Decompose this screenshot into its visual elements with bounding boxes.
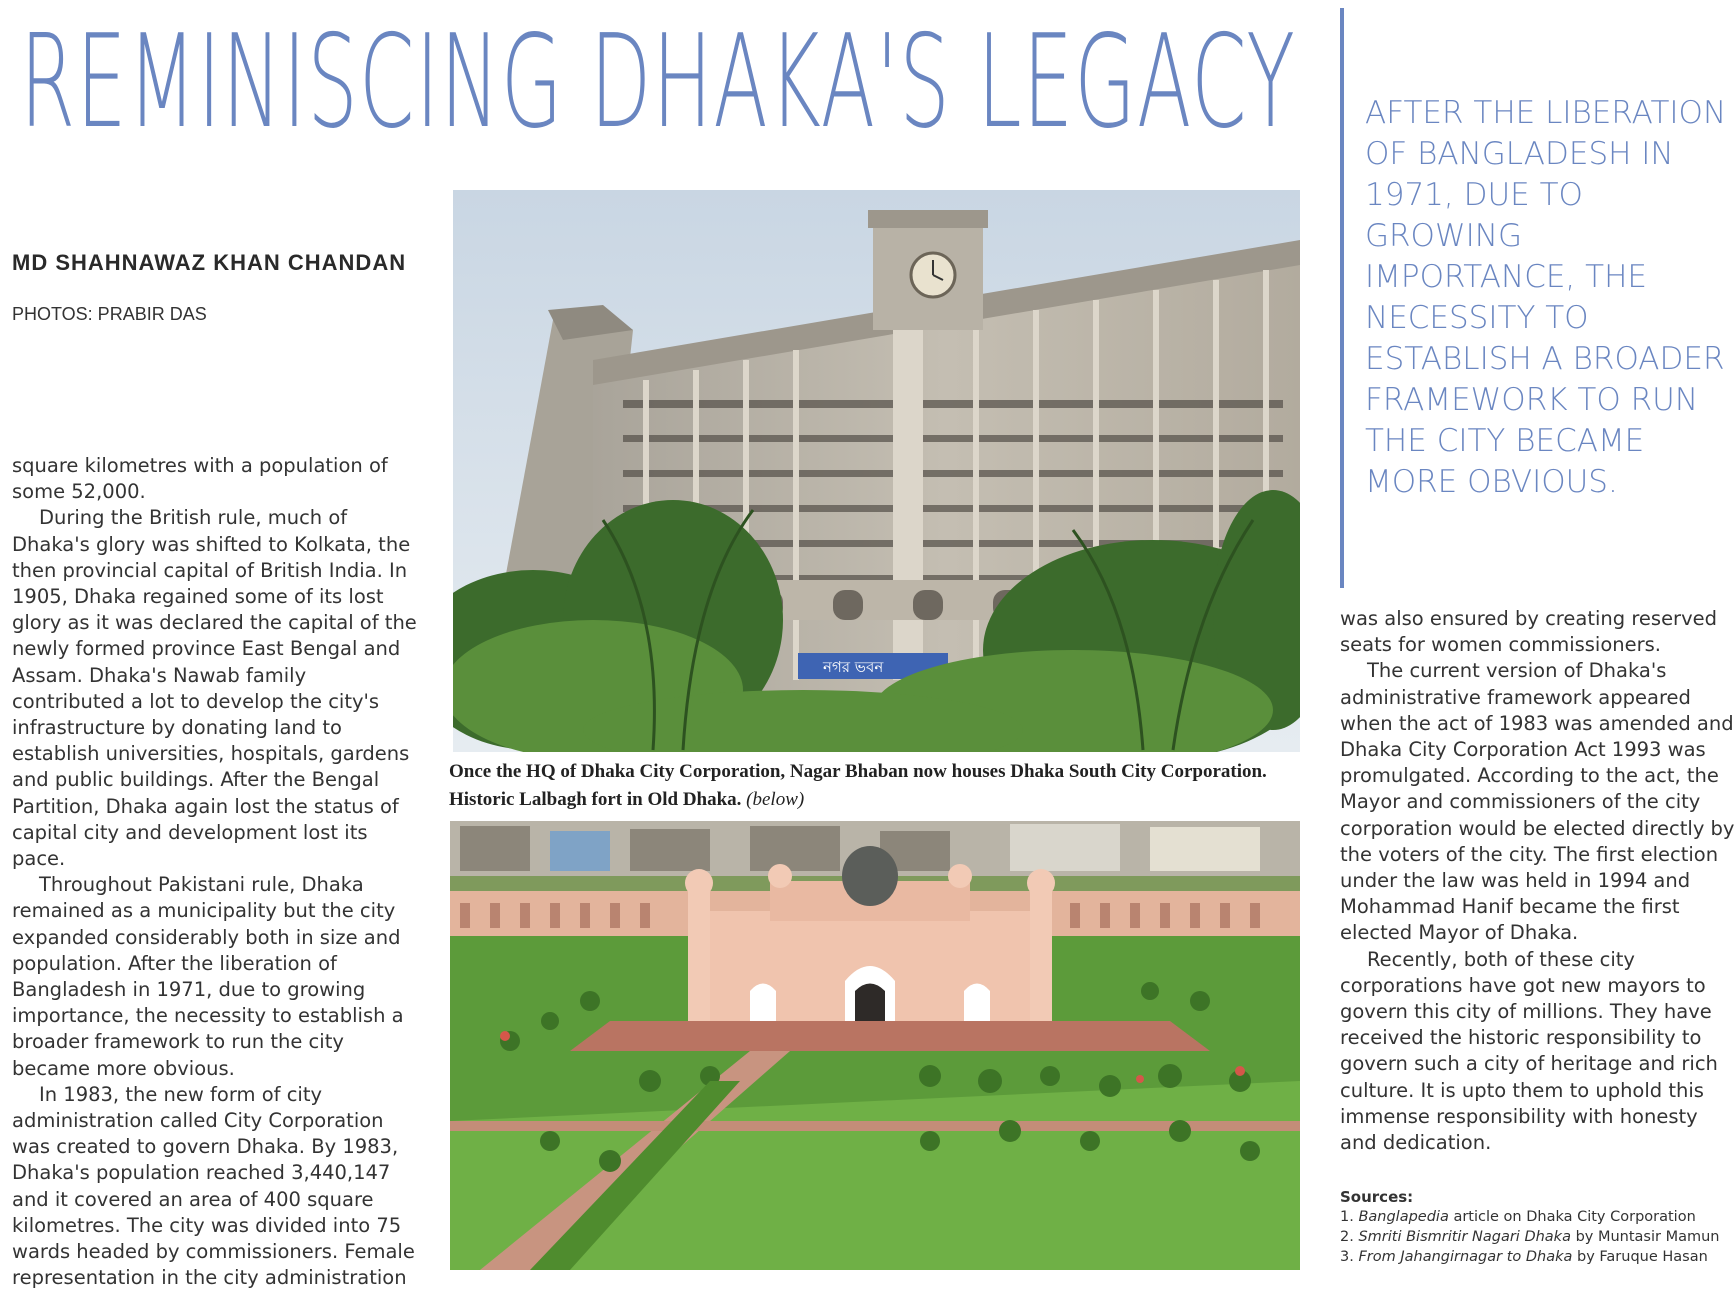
bottom-photo-caption [449, 789, 1329, 811]
left-paragraph: Throughout Pakistani rule, Dhaka remained as a municipality but the city expanded considerably both in size and population. After the liberation of Bangladesh in 1971, due to growing importance, the necessity to establish a broader framework to run the city became more obvious. [12, 873, 404, 1080]
source-rest: by Muntasir Mamun [1570, 1229, 1720, 1245]
left-column [12, 453, 422, 1292]
source-number: 1. [1340, 1209, 1354, 1225]
source-number: 2. [1340, 1229, 1354, 1245]
source-item [1340, 1247, 1734, 1267]
right-paragraph: The current version of Dhaka's administrative framework appeared when the act of 1983 was amended and Dhaka City Corporation Act 1993 was promulgated. According to the act, the Mayor and commissioners of the city corporation would be elected directly by the voters of the city. The first election under the law was held in 1994 and Mohammad Hanif became the first elected Mayor of Dhaka. [1340, 659, 1734, 945]
lalbagh-fort-illustration [450, 821, 1300, 1270]
source-number: 3. [1340, 1249, 1354, 1265]
bottom-caption-note: (below) [746, 789, 805, 810]
sources [1340, 1187, 1734, 1267]
nagar-bhaban-photo [453, 190, 1300, 752]
sources-heading: Sources: [1340, 1188, 1414, 1206]
right-paragraph: was also ensured by creating reserved seats for women commissioners. [1340, 607, 1717, 657]
bottom-caption-label: Historic Lalbagh fort in Old Dhaka. [449, 789, 742, 810]
top-photo-caption: Once the HQ of Dhaka City Corporation, Nagar Bhaban now houses Dhaka South City Corporation. [449, 761, 1267, 782]
pull-quote-rule [1340, 8, 1344, 588]
pull-quote: AFTER THE LIBERATION OF BANGLADESH IN 1971, DUE TO GROWING IMPORTANCE, THE NECESSITY TO ESTABLISH A BROADER FRAMEWORK TO RUN THE CITY BECAME MORE OBVIOUS. [1365, 95, 1727, 500]
source-title: Smriti Bismritir Nagari Dhaka [1358, 1229, 1571, 1245]
left-paragraph: In 1983, the new form of city administration called City Corporation was created to govern Dhaka. By 1983, Dhaka's population reached 3,440,147 and it covered an area of 400 square kilometres. The city was divided into 75 wards headed by commissioners. Female representation in the city administration [12, 1082, 415, 1290]
source-item [1340, 1227, 1734, 1247]
building-sign: নগর ভবন [823, 658, 884, 676]
right-column [1340, 606, 1734, 1156]
right-paragraph: Recently, both of these city corporations have got new mayors to govern this city of millions. They have received the historic responsibility to govern such a city of heritage and rich culture. It is upto them to uphold this immense responsibility with honesty and dedication. [1340, 947, 1718, 1155]
photo-credit: PHOTOS: PRABIR DAS [12, 304, 207, 324]
headline: REMINISCING DHAKA'S LEGACY [20, 8, 1297, 157]
source-rest: by Faruque Hasan [1572, 1249, 1708, 1265]
source-title: Banglapedia [1358, 1209, 1449, 1225]
left-paragraph: square kilometres with a population of some 52,000. [12, 454, 388, 504]
byline: MD SHAHNAWAZ KHAN CHANDAN [12, 250, 407, 275]
nagar-bhaban-illustration [453, 190, 1300, 752]
source-title: From Jahangirnagar to Dhaka [1358, 1249, 1573, 1265]
source-item [1340, 1207, 1734, 1227]
source-rest: article on Dhaka City Corporation [1448, 1209, 1696, 1225]
left-paragraph: During the British rule, much of Dhaka's glory was shifted to Kolkata, the then provincial capital of British India. In 1905, Dhaka regained some of its lost glory as it was declared the capital of the newly formed province East Bengal and Assam. Dhaka's Nawab family contributed a lot to develop the city's infrastructure by donating land to establish universities, hospitals, gardens and public buildings. After the Bengal Partition, Dhaka again lost the status of capital city and development lost its pace. [12, 506, 417, 871]
lalbagh-fort-photo [450, 821, 1300, 1270]
